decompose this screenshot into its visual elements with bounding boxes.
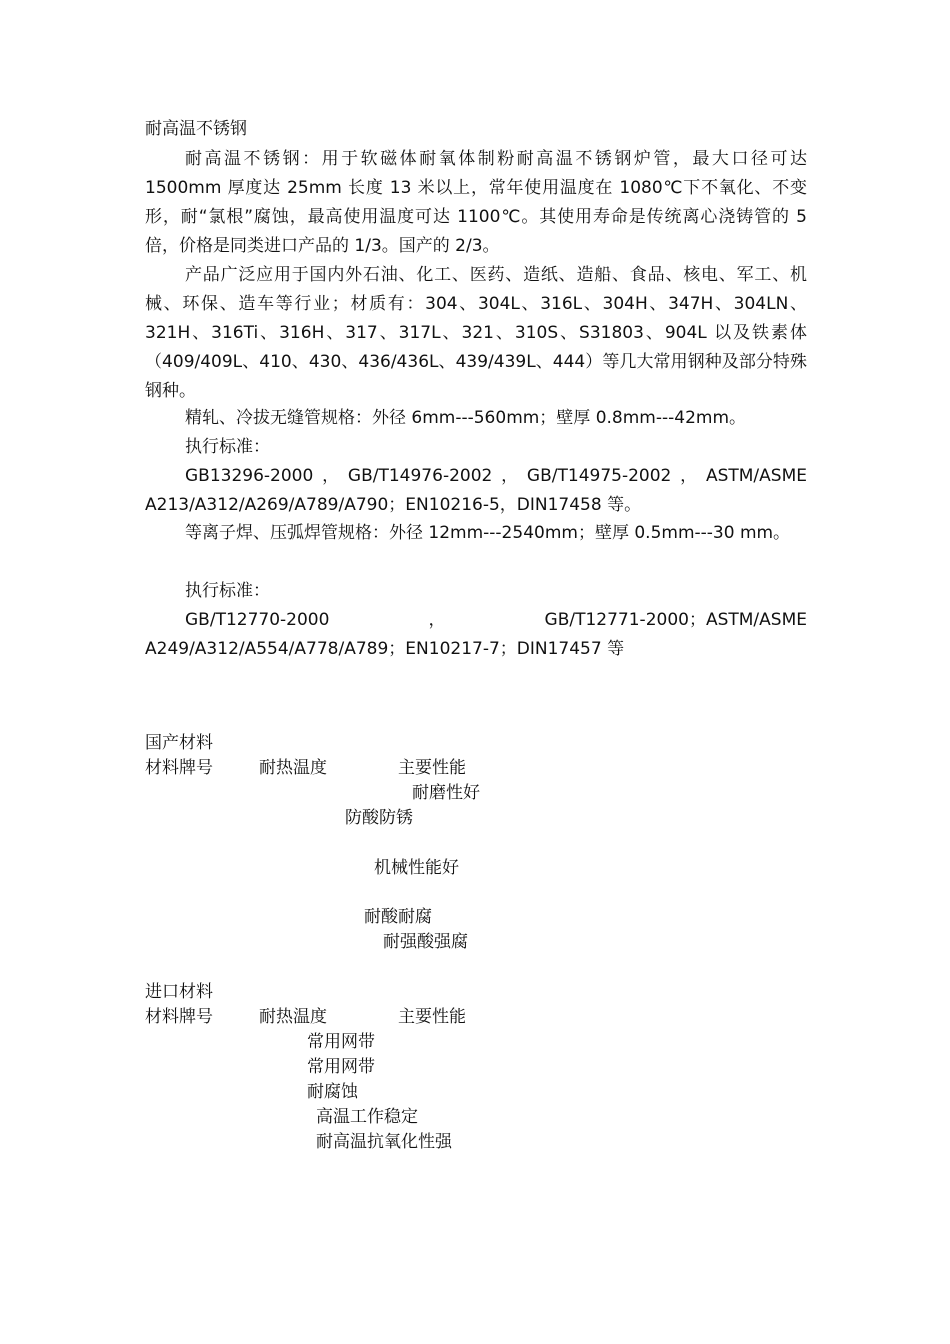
imported-item: 常用网带	[307, 1057, 375, 1077]
domestic-item: 耐酸耐腐	[364, 907, 432, 927]
paragraph-standard-label-2: 执行标准：	[185, 581, 270, 601]
domestic-item: 耐磨性好	[412, 783, 480, 803]
domestic-item: 耐强酸强腐	[383, 932, 468, 952]
imported-heading: 进口材料	[145, 982, 213, 1002]
paragraph-welded-spec: 等离子焊、压弧焊管规格：外径 12mm---2540mm；壁厚 0.5mm---30 mm。	[185, 523, 791, 543]
paragraph-seamless-spec: 精轧、冷拔无缝管规格：外径 6mm---560mm；壁厚 0.8mm---42mm。	[185, 408, 747, 428]
imported-col-perf: 主要性能	[398, 1007, 466, 1027]
domestic-col-temp: 耐热温度	[259, 758, 327, 778]
imported-col-temp: 耐热温度	[259, 1007, 327, 1027]
document-title: 耐高温不锈钢	[145, 119, 247, 139]
imported-col-grade: 材料牌号	[145, 1007, 213, 1027]
imported-item: 耐腐蚀	[307, 1082, 358, 1102]
imported-item: 高温工作稳定	[316, 1107, 418, 1127]
imported-item: 耐高温抗氧化性强	[316, 1132, 452, 1152]
domestic-col-grade: 材料牌号	[145, 758, 213, 778]
domestic-item: 机械性能好	[374, 858, 459, 878]
paragraph-standards-seamless: GB13296-2000，GB/T14976-2002，GB/T14975-2002，ASTM/ASME A213/A312/A269/A789/A790；EN10216-5，DIN17458 等。	[145, 466, 807, 515]
imported-item: 常用网带	[307, 1032, 375, 1052]
paragraph-applications: 产品广泛应用于国内外石油、化工、医药、造纸、造船、食品、核电、军工、机械、环保、造车等行业；材质有：304、304L、316L、304H、347H、304LN、321H、316Ti、316H、317、317L、321、310S、S31803、904L 以及铁素体（409/409L、410、430、436/436L、439/439L、444）等几大常用钢种及部分特殊钢种。	[145, 265, 807, 401]
domestic-heading: 国产材料	[145, 733, 213, 753]
paragraph-intro: 耐高温不锈钢：用于软磁体耐氧体制粉耐高温不锈钢炉管，最大口径可达 1500mm 厚度达 25mm 长度 13 米以上，常年使用温度在 1080℃下不氧化、不变形，耐“氯根”腐蚀，最高使用温度可达 1100℃。其使用寿命是传统离心浇铸管的 5 倍，价格是同类进口产品的 1/3。国产的 2/3。	[145, 149, 807, 256]
domestic-item: 防酸防锈	[345, 808, 413, 828]
domestic-col-perf: 主要性能	[398, 758, 466, 778]
paragraph-standard-label-1: 执行标准：	[185, 437, 270, 457]
paragraph-standards-welded: GB/T12770-2000，GB/T12771-2000；ASTM/ASME A249/A312/A554/A778/A789；EN10217-7；DIN17457 等	[145, 610, 807, 659]
